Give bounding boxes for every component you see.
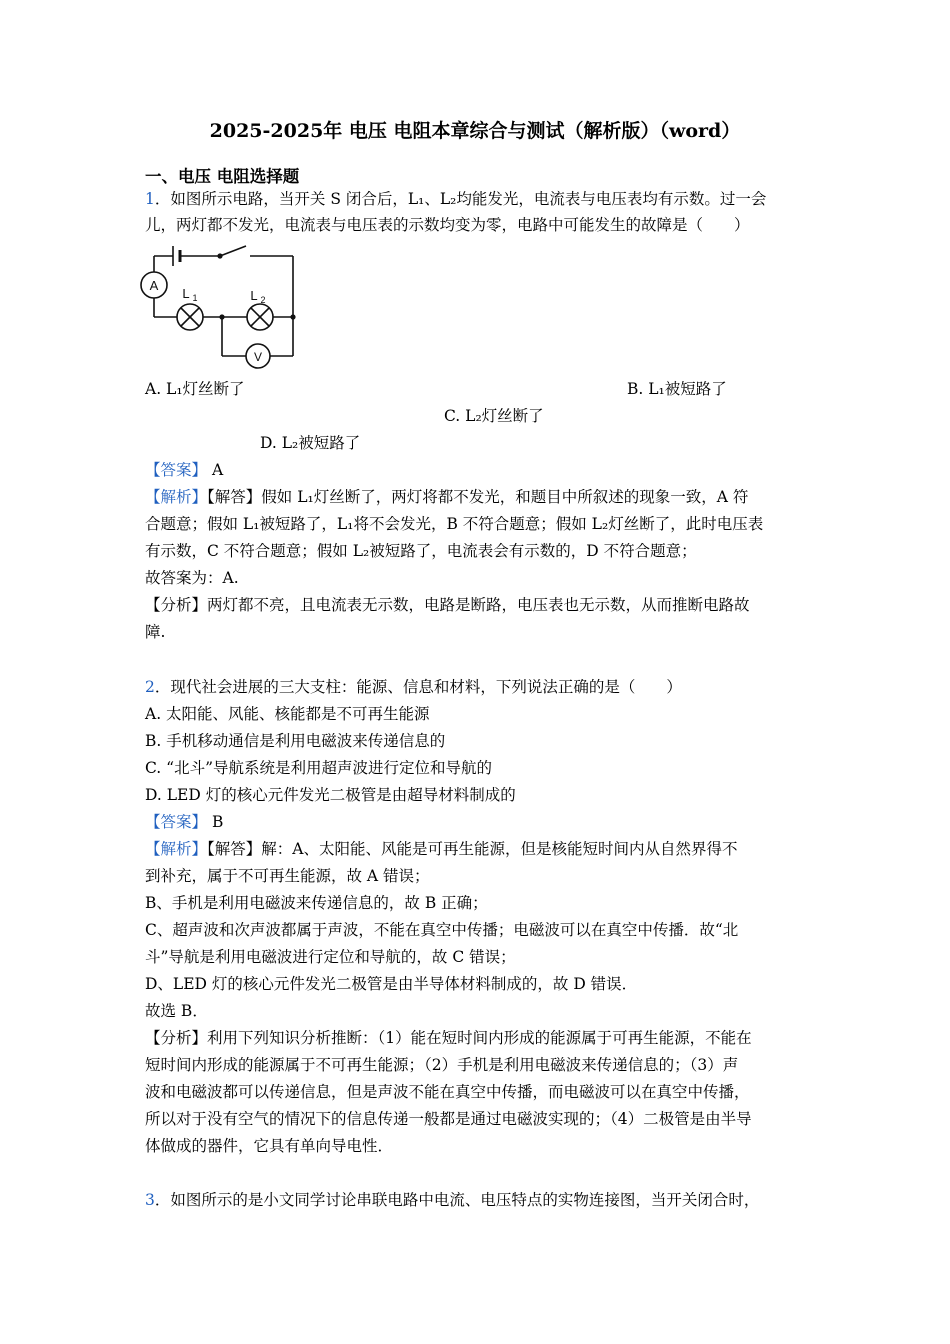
q1-analysis-line3: 有示数，C 不符合题意；假如 L₂被短路了，电流表会有示数的，D 不符合题意； bbox=[145, 542, 697, 560]
section-heading: 一、电压 电阻选择题 bbox=[145, 167, 300, 186]
page-title: 2025-2025年 电压 电阻本章综合与测试（解析版）（word） bbox=[209, 120, 741, 142]
q2-option-d: D. LED 灯的核心元件发光二极管是由超导材料制成的 bbox=[145, 786, 516, 804]
q2-option-b: B. 手机移动通信是利用电磁波来传递信息的 bbox=[145, 732, 446, 750]
q2-number: 2 bbox=[145, 678, 155, 696]
q2-fenxi-line3: 波和电磁波都可以传递信息，但是声波不能在真空中传播，而电磁波可以在真空中传播， bbox=[145, 1083, 750, 1101]
q2-option-a: A. 太阳能、风能、核能都是不可再生能源 bbox=[145, 705, 430, 723]
q1-analysis-line4: 故答案为：A. bbox=[145, 569, 239, 587]
q1-analysis-line1: 【解析】【解答】假如 L₁灯丝断了，两灯将都不发光，和题目中所叙述的现象一致，A 符 bbox=[145, 488, 749, 506]
q1-stem-line1: 1．如图所示电路，当开关 S 闭合后，L₁、L₂均能发光，电流表与电压表均有示数。过一会 bbox=[145, 190, 767, 208]
ammeter-label: A bbox=[149, 278, 159, 293]
switch-blade bbox=[220, 246, 246, 256]
q1-number: 1 bbox=[145, 190, 155, 208]
q2-analysis-line4: C、超声波和次声波都属于声波，不能在真空中传播；电磁波可以在真空中传播．故“北 bbox=[145, 921, 739, 939]
q1-option-a: A. L₁灯丝断了 bbox=[145, 380, 245, 398]
q2-option-c: C. “北斗”导航系统是利用超声波进行定位和导航的 bbox=[145, 759, 493, 777]
q2-analysis-line3: B、手机是利用电磁波来传递信息的，故 B 正确； bbox=[145, 894, 488, 912]
q2-fenxi-line1: 【分析】利用下列知识分析推断：（1）能在短时间内形成的能源属于可再生能源，不能在 bbox=[145, 1029, 752, 1047]
q3-number: 3 bbox=[145, 1191, 155, 1209]
q1-option-d: D. L₂被短路了 bbox=[260, 434, 361, 452]
q1-option-c: C. L₂灯丝断了 bbox=[444, 407, 544, 425]
junction-node bbox=[219, 314, 224, 319]
voltmeter-label: V bbox=[253, 350, 263, 364]
q2-fenxi-line4: 所以对于没有空气的情况下的信息传递一般都是通过电磁波实现的；（4）二极管是由半导 bbox=[145, 1110, 752, 1128]
junction-node bbox=[290, 314, 295, 319]
q3-stem: 3．如图所示的是小文同学讨论串联电路中电流、电压特点的实物连接图，当开关闭合时， bbox=[145, 1191, 760, 1209]
q1-fenxi-line1: 【分析】两灯都不亮，且电流表无示数，电路是断路，电压表也无示数，从而推断电路故 bbox=[145, 596, 750, 614]
q1-analysis-line2: 合题意；假如 L₁被短路了，L₁将不会发光，B 不符合题意；假如 L₂灯丝断了，此时电压表 bbox=[145, 515, 764, 533]
q1-stem-line2: 儿，两灯都不发光，电流表与电压表的示数均变为零，电路中可能发生的故障是（ ） bbox=[145, 216, 750, 234]
q1-answer: 【答案】 A bbox=[145, 461, 224, 479]
q1-fenxi-line2: 障. bbox=[145, 623, 166, 641]
lamp-l1-subscript: 1 bbox=[192, 293, 198, 303]
q2-analysis-line7: 故选 B． bbox=[145, 1002, 208, 1020]
circuit-diagram bbox=[140, 240, 305, 370]
q1-option-b: B. L₁被短路了 bbox=[627, 380, 727, 398]
q2-answer: 【答案】 B bbox=[145, 813, 224, 831]
q2-analysis-line6: D、LED 灯的核心元件发光二极管是由半导体材料制成的，故 D 错误． bbox=[145, 975, 638, 993]
q2-fenxi-line5: 体做成的器件，它具有单向导电性． bbox=[145, 1137, 394, 1155]
lamp-l1-label: L bbox=[182, 286, 190, 301]
q2-analysis-line1: 【解析】【解答】解：A、太阳能、风能是可再生能源，但是核能短时间内从自然界得不 bbox=[145, 840, 738, 858]
q2-analysis-line2: 到补充，属于不可再生能源，故 A 错误； bbox=[145, 867, 430, 885]
lamp-l2-subscript: 2 bbox=[260, 295, 266, 305]
q2-fenxi-line2: 短时间内形成的能源属于不可再生能源；（2）手机是利用电磁波来传递信息的；（3）声 bbox=[145, 1056, 739, 1074]
q2-stem: 2．现代社会进展的三大支柱：能源、信息和材料，下列说法正确的是（ ） bbox=[145, 678, 682, 696]
switch-pivot bbox=[217, 253, 222, 258]
lamp-l2-label: L bbox=[250, 288, 258, 303]
q2-analysis-line5: 斗”导航是利用电磁波进行定位和导航的，故 C 错误； bbox=[145, 948, 516, 966]
